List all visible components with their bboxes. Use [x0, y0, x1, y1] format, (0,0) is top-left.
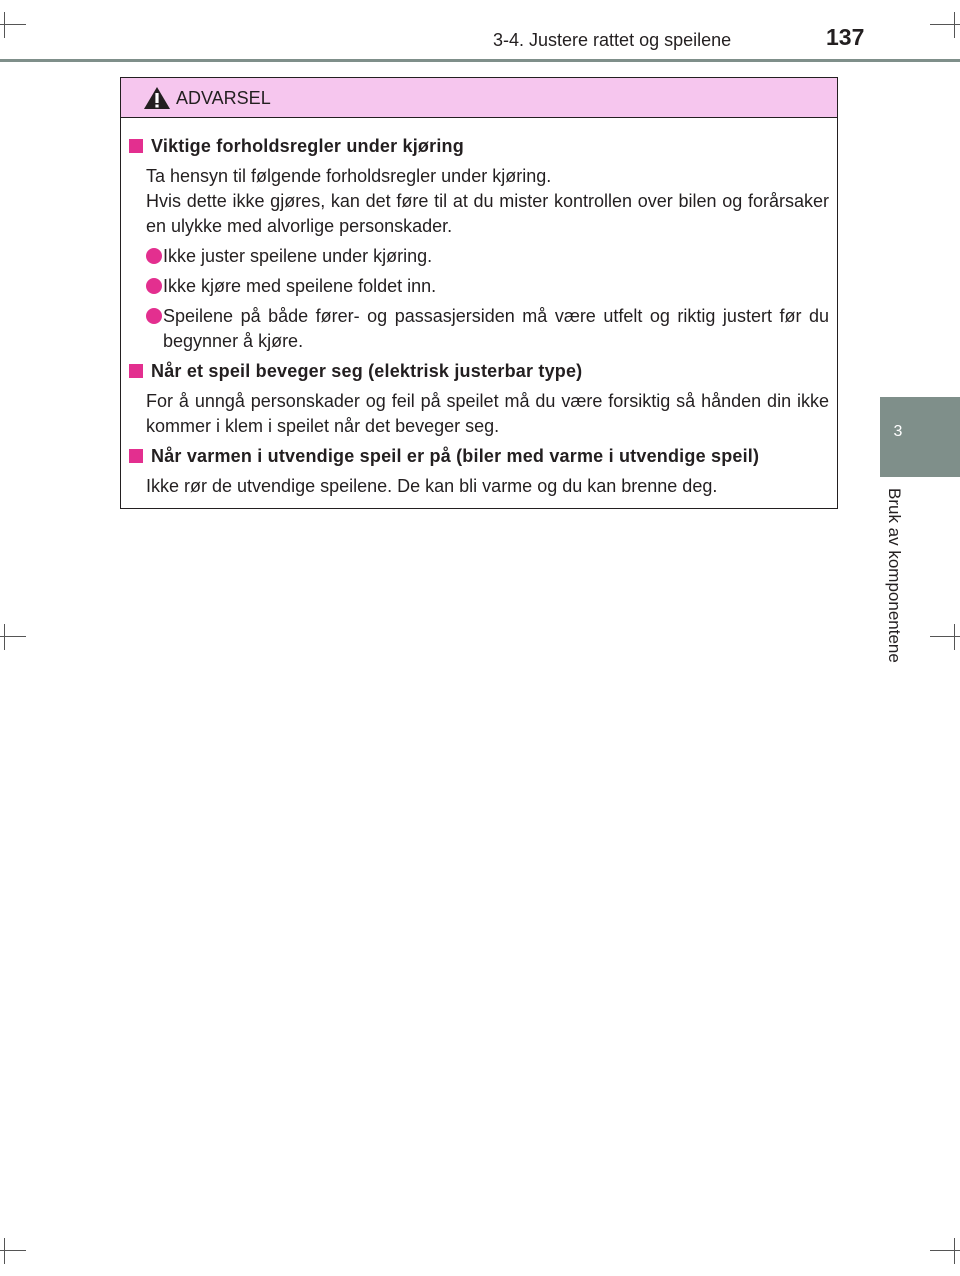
- square-bullet-icon: [129, 364, 143, 378]
- square-bullet-icon: [129, 449, 143, 463]
- section-heading-text: Når et speil beveger seg (elektrisk justerbar type): [151, 361, 583, 381]
- paragraph: [129, 389, 829, 439]
- round-bullet-icon: [146, 308, 162, 324]
- warning-box: [120, 77, 838, 509]
- warning-section-heading: [129, 134, 829, 159]
- warning-header: [121, 78, 837, 118]
- chapter-label-text: Bruk av komponentene: [885, 488, 904, 663]
- warning-triangle-icon: [143, 86, 171, 110]
- chapter-tab: [880, 397, 960, 477]
- list-item: [129, 274, 829, 299]
- paragraph-line: Ta hensyn til følgende forholdsregler under kjøring.: [146, 166, 552, 186]
- list-item: [129, 244, 829, 269]
- header-rule: [0, 59, 960, 62]
- section-heading-text: Når varmen i utvendige speil er på (biler med varme i utvendige speil): [151, 446, 760, 466]
- list-item: [129, 304, 829, 354]
- round-bullet-icon: [146, 248, 162, 264]
- list-item-text: Speilene på både fører- og passasjersiden må være utfelt og riktig justert før du begynner å kjøre.: [163, 306, 829, 351]
- paragraph: [129, 164, 829, 239]
- chapter-number: 3: [893, 423, 903, 440]
- round-bullet-icon: [146, 278, 162, 294]
- page-number: 137: [826, 24, 865, 50]
- list-item-text: Ikke juster speilene under kjøring.: [163, 246, 433, 266]
- warning-section-heading: [129, 444, 829, 469]
- paragraph-line: Hvis dette ikke gjøres, kan det føre til at du mister kontrollen over bilen og forårsaker en ulykke med alvorlige personskader.: [146, 191, 829, 236]
- section-title: 3-4. Justere rattet og speilene: [493, 30, 732, 50]
- paragraph-text: Ikke rør de utvendige speilene. De kan bli varme og du kan brenne deg.: [146, 476, 718, 496]
- section-heading-text: Viktige forholdsregler under kjøring: [151, 136, 464, 156]
- list-item-text: Ikke kjøre med speilene foldet inn.: [163, 276, 437, 296]
- paragraph: [129, 474, 829, 499]
- chapter-label: [884, 488, 914, 688]
- warning-title: ADVARSEL: [176, 88, 271, 108]
- paragraph-text: For å unngå personskader og feil på speilet må du være forsiktig så hånden din ikke kommer i klem i speilet når det beveger seg.: [146, 391, 829, 436]
- page-header: [0, 0, 960, 62]
- warning-body: [121, 118, 837, 499]
- warning-section-heading: [129, 359, 829, 384]
- square-bullet-icon: [129, 139, 143, 153]
